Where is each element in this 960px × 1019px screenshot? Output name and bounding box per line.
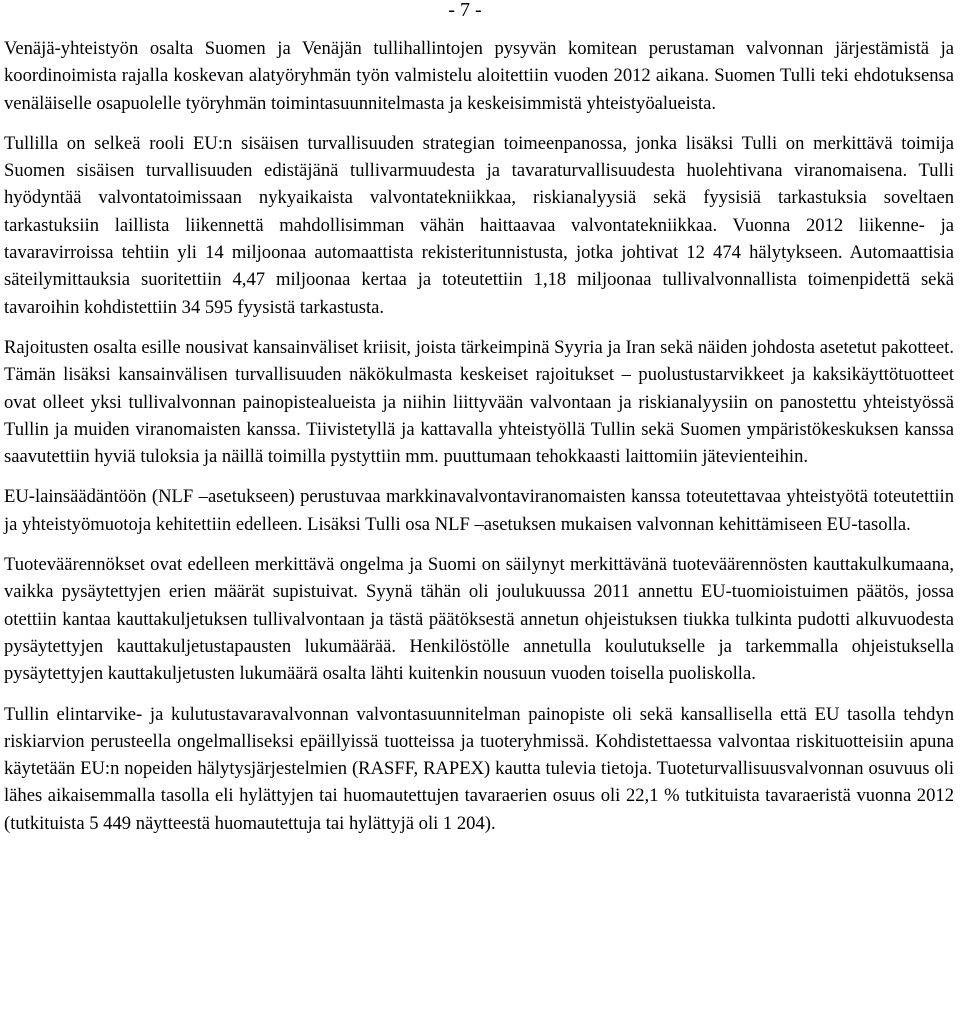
page-number: - 7 - [448, 0, 482, 21]
document-body [4, 35, 954, 850]
paragraph-market-surveillance: EU-lainsäädäntöön (NLF –asetukseen) perustuvaa markkinavalvontaviranomaisten kanssa toteutettavaa yhteistyötä toteutettiin ja yhteistyömuotoja kehitettiin edelleen. Lisäksi Tulli osa NLF –asetuksen mukaisen valvonnan kehittämiseen EU-tasolla. [4, 486, 954, 535]
paragraph-internal-security: Tullilla on selkeä rooli EU:n sisäisen turvallisuuden strategian toimeenpanossa, jonka lisäksi Tulli on merkittävä toimija Suomen sisäisen turvallisuuden edistäjänä tullivarmuudesta ja tavaraturvallisuudesta huolehtivana viranomaisena. Tulli hyödyntää valvontatoimissaan nykyaikaista valvontatekniikkaa, riskianalyysiä sekä fyysisiä tarkastuksia soveltaen tarkastuksiin laillista liikennettä mahdollisimman vähän haittaavaa valvontatekniikkaa. Vuonna 2012 liikenne- ja tavaravirroissa tehtiin yli 14 miljoonaa automaattista rekisteritunnistusta, jotka johtivat 12 474 hälytykseen. Automaattisia säteilymittauksia suoritettiin 4,47 miljoonaa kertaa ja toteutettiin 1,18 miljoonaa tullivalvonnallista toimenpidettä sekä tavaroihin kohdistettiin 34 595 fyysistä tarkastusta. [4, 132, 954, 318]
paragraph-russia-cooperation: Venäjä-yhteistyön osalta Suomen ja Venäjän tullihallintojen pysyvän komitean perustaman valvonnan järjestämistä ja koordinoimista rajalla koskevan alatyöryhmän työn valmistelu aloitettiin vuoden 2012 aikana. Suomen Tulli teki ehdotuksensa venäläiselle osapuolelle työryhmän toimintasuunnitelmasta ja keskeisimmistä yhteistyöalueista. [4, 38, 954, 114]
paragraph-product-safety: Tullin elintarvike- ja kulutustavaravalvonnan valvontasuunnitelman painopiste oli sekä kansallisella että EU tasolla tehdyn riskiarvion perusteella ongelmalliseksi epäillyissä tuotteissa ja tuoteryhmissä. Kohdistettaessa valvontaa riskituotteisiin apuna käytetään EU:n nopeiden hälytysjärjestelmien (RASFF, RAPEX) kautta tulevia tietoja. Tuoteturvallisuusvalvonnan osuvuus oli lähes aikaisemmalla tasolla eli hylättyjen tai huomautettujen tavaraerien osuus oli 22,1 % tutkituista tavaraeristä vuonna 2012 (tutkituista 5 449 näytteestä huomautettuja tai hylättyjä oli 1 204). [4, 703, 954, 834]
paragraph-counterfeits: Tuoteväärennökset ovat edelleen merkittävä ongelma ja Suomi on säilynyt merkittävänä tuoteväärennösten kauttakulkumaana, vaikka pysäytettyjen erien määrät supistuivat. Syynä tähän oli joulukuussa 2011 annettu EU-tuomioistuimen päätös, jossa otettiin kantaa kauttakuljetuksen tullivalvontaan ja tästä päätöksestä annetun ohjeistuksen tiukka tulkinta pudotti alkuvuodesta pysäytettyjen kauttakuljetustapausten lukumäärää. Henkilöstölle annetulla koulutukselle ja tarkemmalla ohjeistuksella pysäytettyjen kauttakuljetusten lukumäärä osalta lähti kuitenkin nousuun vuoden toisella puoliskolla. [4, 554, 954, 685]
paragraph-restrictions: Rajoitusten osalta esille nousivat kansainväliset kriisit, joista tärkeimpinä Syyria ja Iran sekä näiden johdosta asetetut pakotteet. Tämän lisäksi kansainvälisen turvallisuuden näkökulmasta keskeiset rajoitukset – puolustustarvikkeet ja kaksikäyttötuotteet ovat olleet yksi tullivalvonnan painopistealueista ja niihin liittyvään valvontaan ja riskianalyysiin on panostettu yhteistyössä Tullin ja muiden viranomaisten kanssa. Tiivistetyllä ja kattavalla yhteistyöllä Tullin sekä Suomen ympäristökeskuksen kanssa saavutettiin hyviä tuloksia ja näillä toimilla pystyttiin mm. puuttumaan tehokkaasti laittomiin jätevienteihin. [4, 336, 954, 468]
